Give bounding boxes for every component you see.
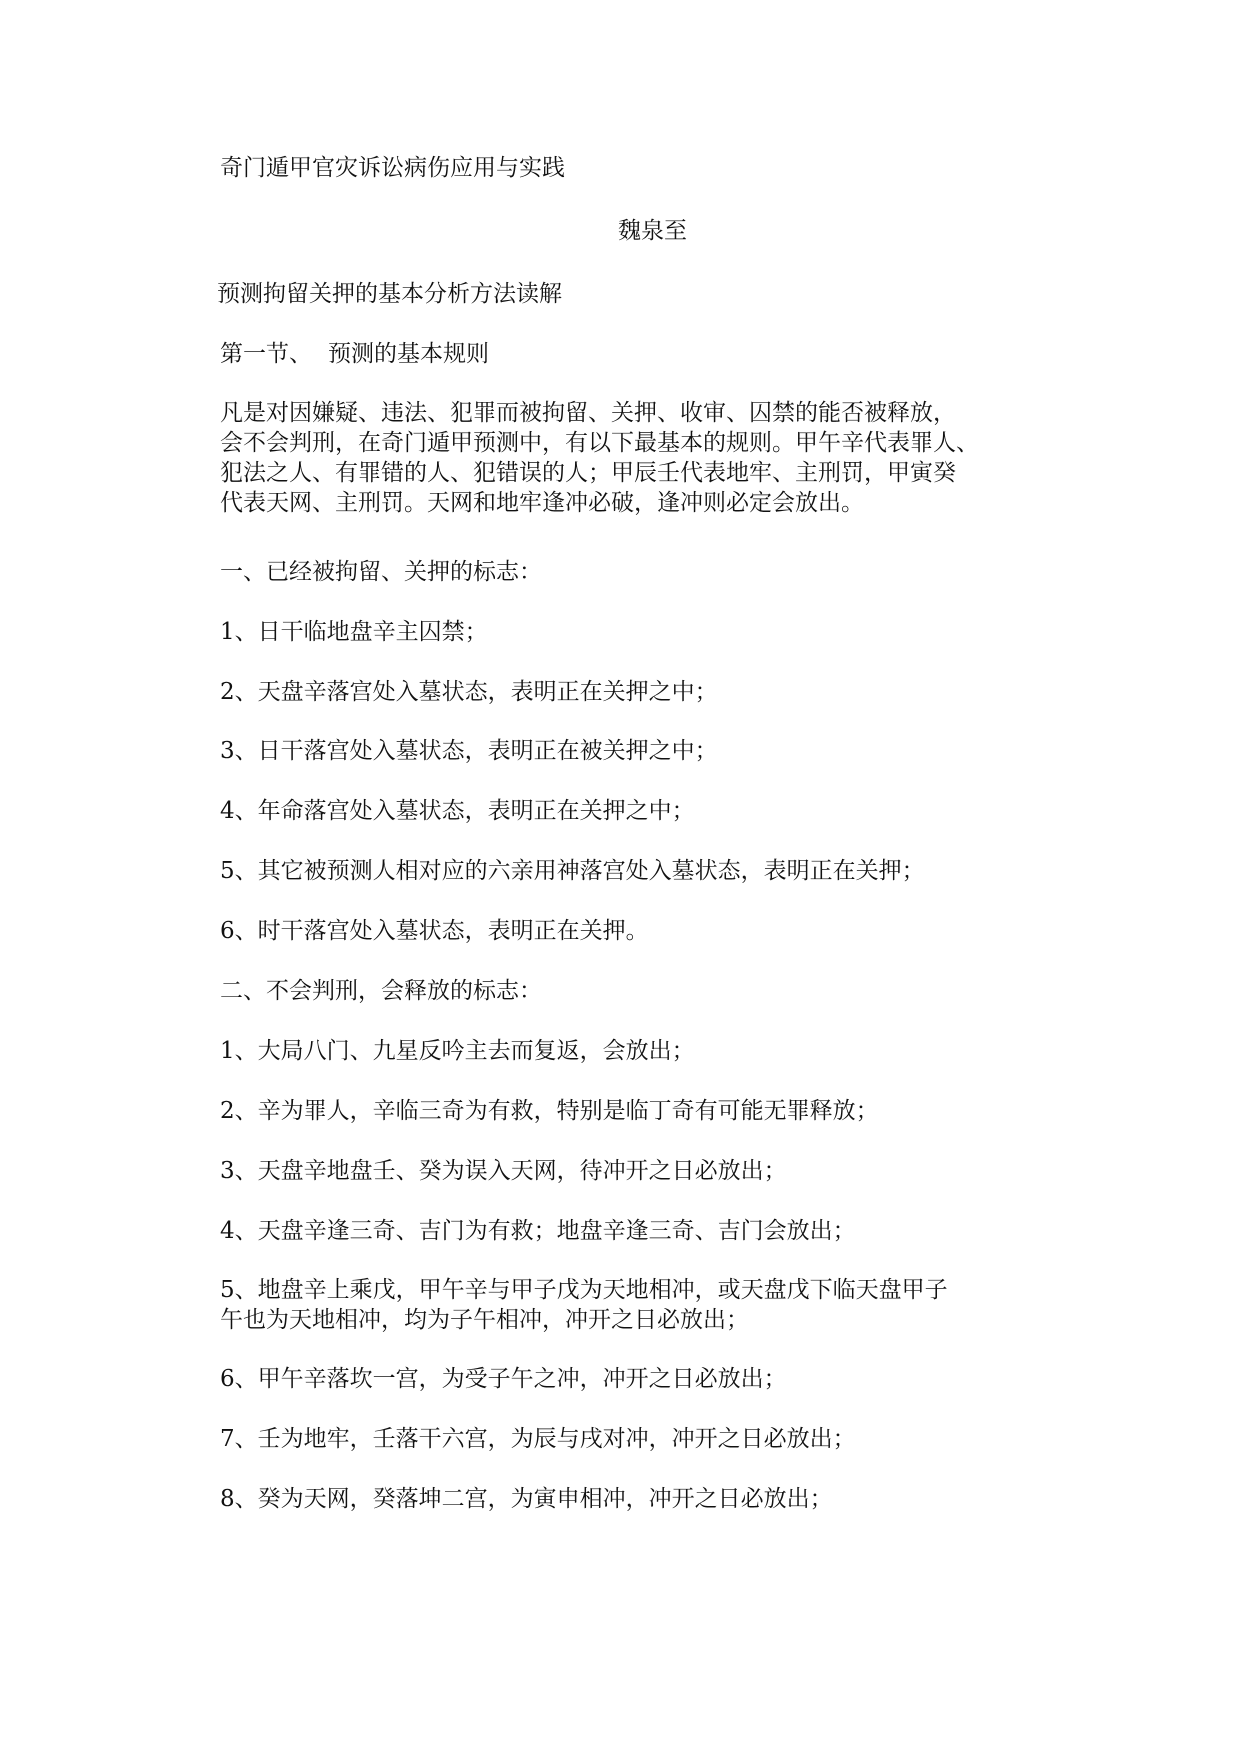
paragraph-line: 犯法之人、有罪错的人、犯错误的人；甲辰壬代表地牢、主刑罚，甲寅癸: [220, 460, 956, 486]
list-item-multiline: [220, 1275, 1040, 1335]
document-subtitle: 预测拘留关押的基本分析方法读解: [217, 281, 562, 307]
list-item: 5、其它被预测人相对应的六亲用神落宫处入墓状态，表明正在关押；: [220, 858, 925, 884]
paragraph-line: 凡是对因嫌疑、违法、犯罪而被拘留、关押、收审、囚禁的能否被释放，: [220, 400, 956, 426]
list-item: 6、时干落宫处入墓状态，表明正在关押。: [220, 918, 649, 944]
section-heading: [220, 339, 489, 369]
section-title: 预测的基本规则: [328, 341, 489, 367]
list-item: 3、天盘辛地盘壬、癸为误入天网，待冲开之日必放出；: [220, 1158, 787, 1184]
paragraph-line: 代表天网、主刑罚。天网和地牢逢冲必破，逢冲则必定会放出。: [220, 490, 864, 516]
author-name: 魏泉至: [618, 218, 687, 244]
list-item: 4、年命落宫处入墓状态，表明正在关押之中；: [220, 798, 695, 824]
list-item: 6、甲午辛落坎一宫，为受子午之冲，冲开之日必放出；: [220, 1366, 787, 1392]
heading-release-signs: 二、不会判刑，会释放的标志：: [220, 978, 542, 1004]
paragraph-line: 会不会判刑，在奇门遁甲预测中，有以下最基本的规则。甲午辛代表罪人、: [220, 430, 979, 456]
section-label: 第一节、: [220, 341, 312, 367]
list-item: 4、天盘辛逢三奇、吉门为有救；地盘辛逢三奇、吉门会放出；: [220, 1218, 856, 1244]
heading-detained-signs: 一、已经被拘留、关押的标志：: [220, 559, 542, 585]
intro-paragraph: [220, 398, 1040, 518]
list-item-line: 5、地盘辛上乘戊，甲午辛与甲子戊为天地相冲，或天盘戊下临天盘甲子: [220, 1277, 948, 1303]
list-item: 7、壬为地牢，壬落干六宫，为辰与戌对冲，冲开之日必放出；: [220, 1426, 856, 1452]
list-item-line: 午也为天地相冲，均为子午相冲，冲开之日必放出；: [220, 1307, 749, 1333]
list-item: 1、日干临地盘辛主囚禁；: [220, 619, 488, 645]
document-title: 奇门遁甲官灾诉讼病伤应用与实践: [220, 155, 565, 181]
list-item: 8、癸为天网，癸落坤二宫，为寅申相冲，冲开之日必放出；: [220, 1486, 833, 1512]
list-item: 3、日干落宫处入墓状态，表明正在被关押之中；: [220, 738, 718, 764]
list-item: 2、天盘辛落宫处入墓状态，表明正在关押之中；: [220, 679, 718, 705]
list-item: 1、大局八门、九星反吟主去而复返，会放出；: [220, 1038, 695, 1064]
list-item: 2、辛为罪人，辛临三奇为有救，特别是临丁奇有可能无罪释放；: [220, 1098, 879, 1124]
